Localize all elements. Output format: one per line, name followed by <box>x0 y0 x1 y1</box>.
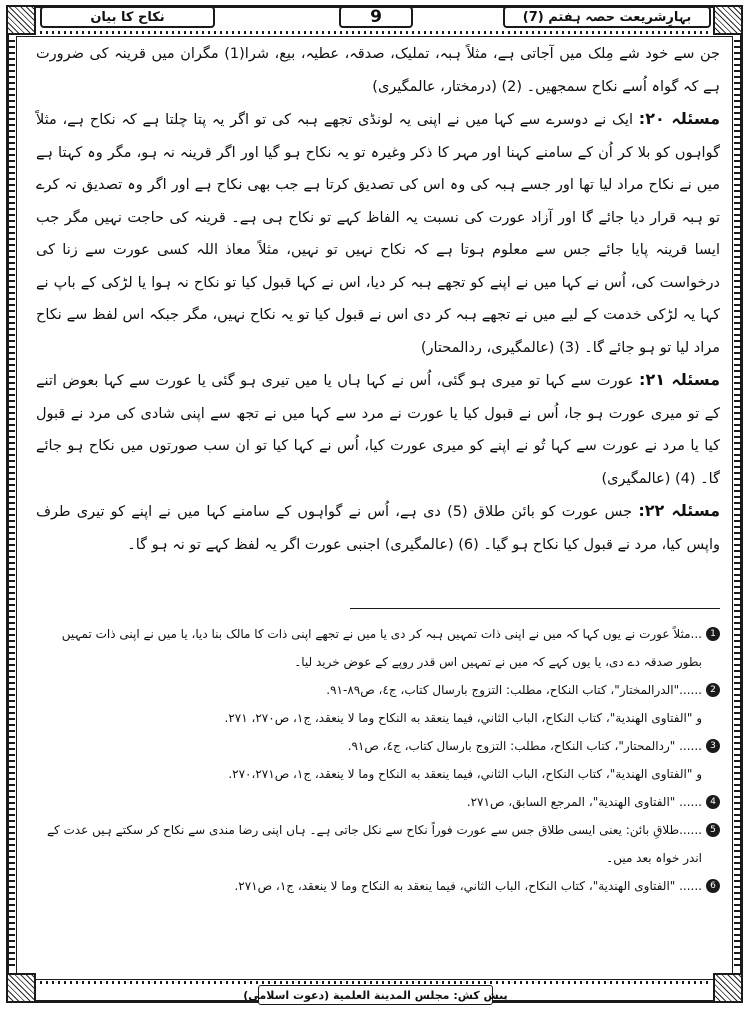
main-text <box>36 38 720 561</box>
footnote-text: ......"الدرالمختار"، كتاب النكاح، مطلب: التزوج بارسال كتاب، ج٤، ص٨٩-٩١. <box>326 683 702 697</box>
masla-20-text: ایک نے دوسرے سے کہا میں نے اپنی یہ لونڈی تجھے ہبہ کی تو اگر یہ پتا چلتا ہے کہ نکاح ہے، مثلاً گواہوں کو بلا کر اُن کے سامنے کہنا اور مہر کا ذکر وغیرہ تو یہ نکاح ہو گیا اور اگر قرینہ نہ ہو، مگر وہ کہتا ہے میں نے نکاح مراد لیا تھا اور جسے ہبہ کی وہ اس کی تصدیق کرتا ہے جب بھی نکاح ہے اور اگر وہ تصدیق نہ کرے تو ہبہ قرار دیا جائے گا اور آزاد عورت کی نسبت یہ الفاظ کہے تو نکاح ہی ہے۔ قرینہ کی حاجت نہیں مگر جب ایسا قرینہ پایا جائے جس سے معلوم ہوتا ہے کہ نکاح نہیں تو نہیں، مثلاً معاذ اللہ کسی عورت سے زنا کی درخواست کی، اُس نے کہا میں نے اپنے کو تجھے ہبہ کر دیا، اس نے کہا قبول کیا تو نکاح نہ ہوا یا لڑکی کے باپ نے کہا یہ لڑکی خدمت کے لیے میں نے تجھے ہبہ کر دی اس نے قبول کیا تو یہ نکاح نہیں، مگر جبکہ اس لفظ سے نکاح مراد لیا تو ہو جائے گا۔ (3) (عالمگیری، ردالمحتار) <box>36 112 720 356</box>
footnote-text: و "الفتاوى الهندية"، كتاب النكاح، الباب الثاني، فيما ينعقد به النكاح وما لا ينعقد، ج١، ص٢٧٠،٢٧١. <box>228 767 702 781</box>
masla-22-label: مسئلہ ۲۲: <box>638 501 721 520</box>
masla-22 <box>36 495 720 561</box>
border-ornament-left <box>9 40 15 970</box>
footnote-number: 6 <box>706 879 720 893</box>
corner-ornament-icon <box>713 5 743 35</box>
footnote-number: 1 <box>706 627 720 641</box>
border-ornament-bottom <box>40 981 710 984</box>
footer-prefix: پیش کش: <box>453 988 508 1002</box>
border-ornament-top <box>40 31 710 34</box>
footnote-number: 2 <box>706 683 720 697</box>
masla-21 <box>36 364 720 495</box>
corner-ornament-icon <box>6 973 36 1003</box>
footnote-text: ...... "الفتاوى الهندية"، المرجع السابق، ص٢٧١. <box>466 795 702 809</box>
footnote-4 <box>36 788 720 816</box>
footnote-text: ...... "الفتاوى الهندية"، كتاب النكاح، الباب الثاني، فيما ينعقد به النكاح وما لا ينعقد، ج١، ص٢٧١. <box>234 879 702 893</box>
book-title: بہارِشریعت حصہ ہفتم (7) <box>503 6 711 28</box>
footnote-1 <box>36 620 720 676</box>
footer-suffix: (دعوت اسلامی) <box>243 988 330 1002</box>
corner-ornament-icon <box>713 973 743 1003</box>
masla-21-label: مسئلہ ۲۱: <box>639 370 721 389</box>
footnote-2 <box>36 676 720 704</box>
footnote-text: ......طلاقِ بائن: یعنی ایسی طلاق جس سے عورت فوراً نکاح سے نکل جاتی ہے۔ ہاں اپنی رضا مندی سے نکاح کر سکتے ہیں عدت کے اندر خواہ بعد میں۔ <box>46 823 702 865</box>
border-ornament-right <box>734 40 740 970</box>
footnote-number: 3 <box>706 739 720 753</box>
footnote-number: 4 <box>706 795 720 809</box>
corner-ornament-icon <box>6 5 36 35</box>
footnote-6 <box>36 872 720 900</box>
footnote-text: و "الفتاوى الهندية"، كتاب النكاح، الباب الثاني، فيما ينعقد به النكاح وما لا ينعقد، ج١، ص٢٧٠، ٢٧١. <box>224 711 702 725</box>
publisher-footer <box>243 985 508 1005</box>
footnote-3 <box>36 732 720 760</box>
footnote-number: 5 <box>706 823 720 837</box>
footnote-text: ...... "ردالمحتار"، كتاب النكاح، مطلب: التزوج بارسال كتاب، ج٤، ص٩١. <box>347 739 702 753</box>
chapter-title: نکاح کا بیان <box>40 6 215 28</box>
footnote-text: ...مثلاً عورت نے یوں کہا کہ میں نے اپنی ذات تمہیں ہبہ کر دی یا میں نے تجھے اپنی ذات کا مالک بنا دیا، یا میں نے اپنی ذات تمہیں بطور صدقہ دے دی، یا یوں کہے کہ میں نے تمہیں اس قدر روپے کے عوض خرید لیا۔ <box>61 627 702 669</box>
masla-21-text: عورت سے کہا تو میری ہو گئی، اُس نے کہا ہاں یا میں تیری ہو گئی یا عورت سے کہا بعوض اتنے کے تو میری عورت ہو جا، اُس نے قبول کیا یا عورت نے مرد سے کہا میں نے تجھ سے اپنی شادی کی مرد نے قبول کیا یا مرد نے عورت سے کہا تُو نے اپنے کو میری عورت کیا، اُس نے کہا کیا تو ان سب صورتوں میں نکاح ہو جائے گا۔ (4) (عالمگیری) <box>36 373 720 487</box>
footnote-5 <box>36 816 720 872</box>
masla-20 <box>36 103 720 364</box>
footnotes <box>36 620 720 900</box>
page-number: 9 <box>339 6 413 28</box>
footnote-separator <box>350 608 720 609</box>
intro-paragraph: جن سے خود شے مِلک میں آجاتی ہے، مثلاً ہبہ، تملیک، صدقہ، عطیہ، بیع، شرا(1) مگران میں قرینہ کی ضرورت ہے کہ گواہ اُسے نکاح سمجھیں۔ (2) (درمختار، عالمگیری) <box>36 46 720 95</box>
masla-22-text: جس عورت کو بائن طلاق (5) دی ہے، اُس نے گواہوں کے سامنے کہا میں نے اپنے کو تیری طرف واپس کیا، مرد نے قبول کیا نکاح ہو گیا۔ (6) (عالمگیری) اجنبی عورت اگر یہ لفظ کہے تو نہ ہو گا۔ <box>36 504 720 553</box>
masla-20-label: مسئلہ ۲۰: <box>638 109 721 128</box>
footer-publisher: مجلس المدينة العلمية <box>333 988 450 1002</box>
